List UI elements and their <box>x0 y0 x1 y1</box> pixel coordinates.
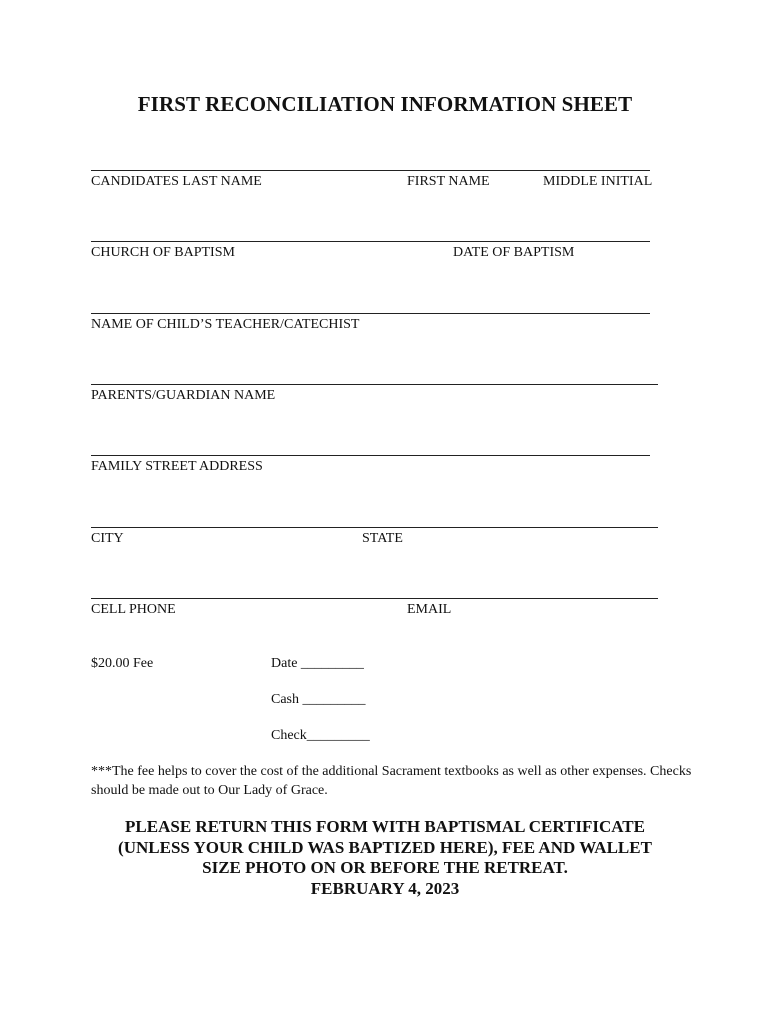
address-underline[interactable] <box>91 455 650 456</box>
middle-initial-label: MIDDLE INITIAL <box>543 174 653 189</box>
last-name-label: CANDIDATES LAST NAME <box>91 174 262 189</box>
notice-line: (UNLESS YOUR CHILD WAS BAPTIZED HERE), FEE AND WALLET <box>118 837 652 857</box>
church-of-baptism-label: CHURCH OF BAPTISM <box>91 245 235 260</box>
notice-line: PLEASE RETURN THIS FORM WITH BAPTISMAL CERTIFICATE <box>125 817 645 836</box>
notice-deadline: FEBRUARY 4, 2023 <box>310 878 460 898</box>
page-title: FIRST RECONCILIATION INFORMATION SHEET <box>137 92 633 116</box>
fee-amount: $20.00 Fee <box>91 656 154 671</box>
fee-cash-field[interactable]: Cash _________ <box>271 692 366 707</box>
email-label: EMAIL <box>407 602 452 617</box>
teacher-underline[interactable] <box>91 313 650 314</box>
first-name-label: FIRST NAME <box>407 174 490 189</box>
city-state-underline[interactable] <box>91 527 658 528</box>
cell-phone-label: CELL PHONE <box>91 602 176 617</box>
fee-note: ***The fee helps to cover the cost of the additional Sacrament textbooks as well as other expenses. Checks should be made out to Our Lady of Grace. <box>91 764 692 798</box>
city-label: CITY <box>91 531 124 546</box>
baptism-underline[interactable] <box>91 241 650 242</box>
date-of-baptism-label: DATE OF BAPTISM <box>453 245 575 260</box>
fee-date-field[interactable]: Date _________ <box>271 656 364 671</box>
notice-line: SIZE PHOTO ON OR BEFORE THE RETREAT. <box>202 858 568 877</box>
return-notice <box>0 817 770 899</box>
state-label: STATE <box>362 531 403 546</box>
parents-underline[interactable] <box>91 384 658 385</box>
address-label: FAMILY STREET ADDRESS <box>91 459 263 474</box>
parents-label: PARENTS/GUARDIAN NAME <box>91 388 276 403</box>
contact-underline[interactable] <box>91 598 658 599</box>
name-underline[interactable] <box>91 170 650 171</box>
teacher-label: NAME OF CHILD’S TEACHER/CATECHIST <box>91 317 360 332</box>
fee-check-field[interactable]: Check_________ <box>271 728 370 743</box>
